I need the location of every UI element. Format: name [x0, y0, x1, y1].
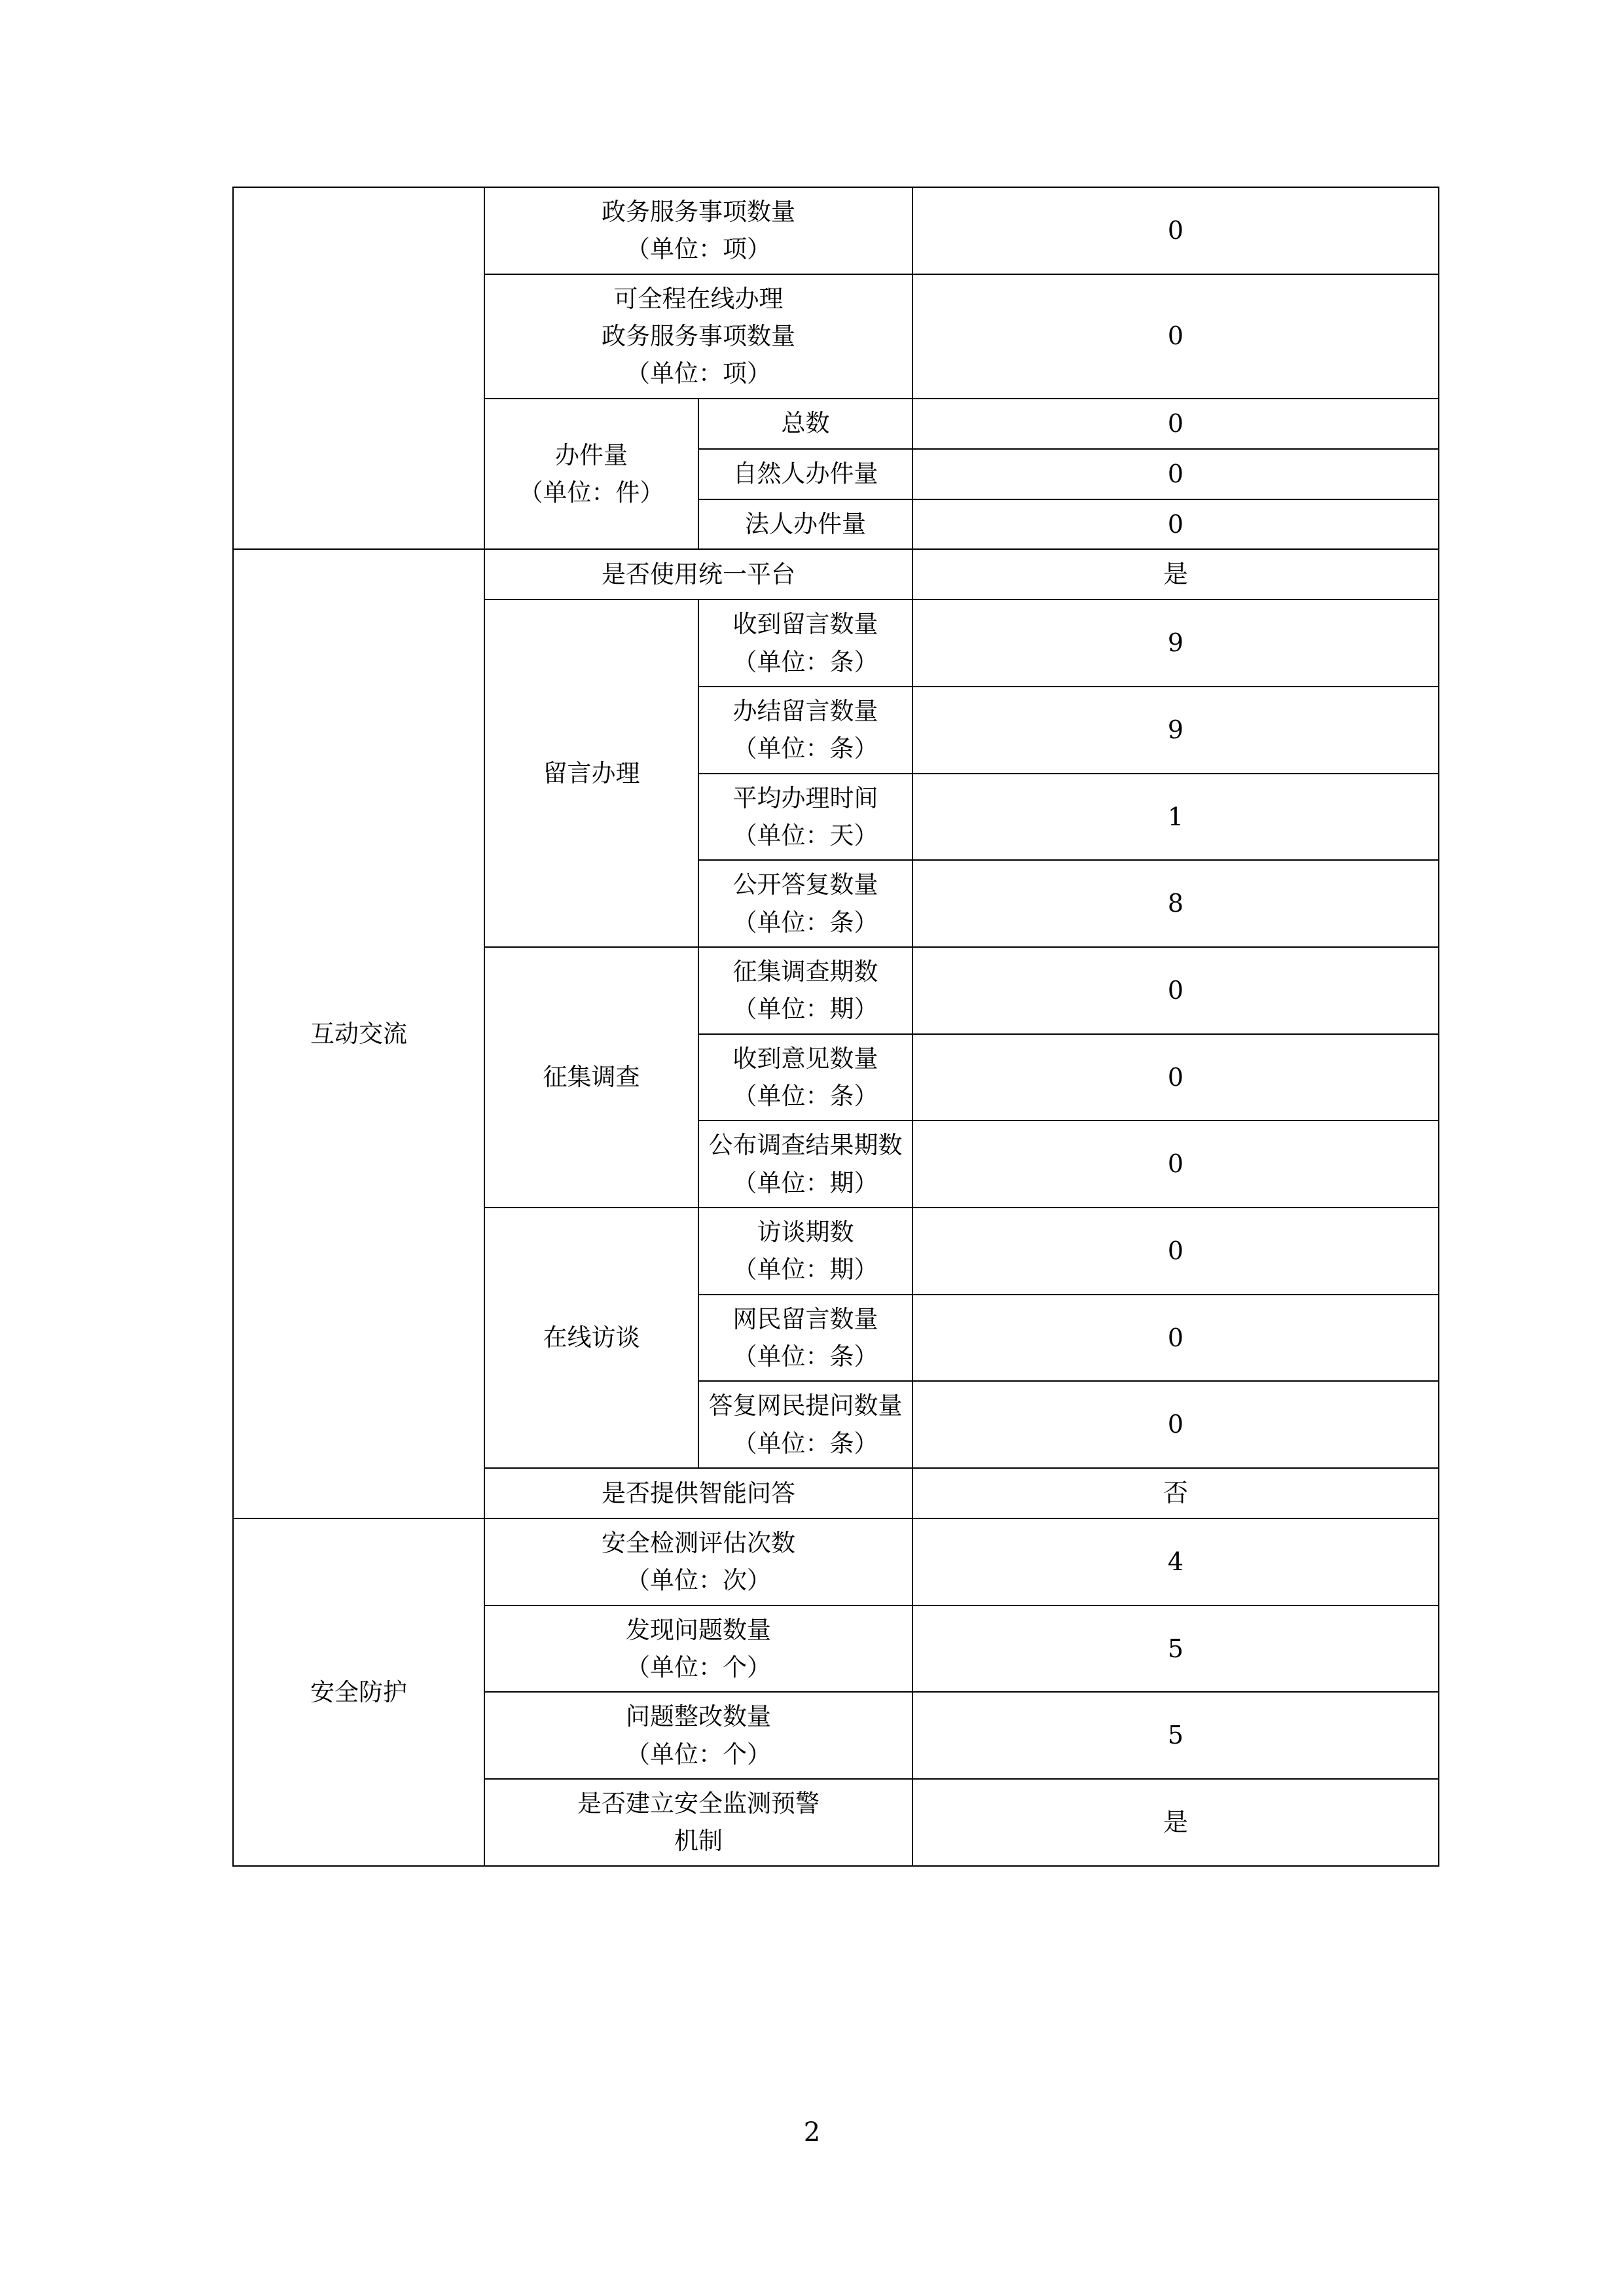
sub-label-natural-person: 自然人办件量	[698, 449, 912, 499]
sub-label-opinions-received: 收到意见数量 （单位：条）	[698, 1034, 912, 1121]
category-cell-government-service	[233, 187, 484, 549]
annual-report-table-wrapper	[232, 187, 1411, 1867]
category-cell-interaction: 互动交流	[233, 549, 484, 1518]
sub-label-results-published: 公布调查结果期数 （单位：期）	[698, 1121, 912, 1208]
sub-label-average-time: 平均办理时间 （单位：天）	[698, 774, 912, 861]
item-message-handling: 留言办理	[484, 600, 698, 947]
item-handled-volume: 办件量 （单位：件）	[484, 399, 698, 550]
sub-label-public-replies: 公开答复数量 （单位：条）	[698, 860, 912, 947]
sub-label-survey-periods: 征集调查期数 （单位：期）	[698, 947, 912, 1034]
value-opinions-received: 0	[912, 1034, 1439, 1121]
value-messages-received: 9	[912, 600, 1439, 687]
page-number: 2	[803, 2117, 821, 2147]
item-survey: 征集调查	[484, 947, 698, 1208]
table-row	[233, 1518, 1439, 1605]
item-problems-fixed: 问题整改数量 （单位：个）	[484, 1692, 912, 1779]
sub-label-messages-received: 收到留言数量 （单位：条）	[698, 600, 912, 687]
sub-label-messages-completed: 办结留言数量 （单位：条）	[698, 687, 912, 774]
sub-label-interview-periods: 访谈期数 （单位：期）	[698, 1208, 912, 1295]
value-handled-total: 0	[912, 399, 1439, 449]
sub-label-legal-person: 法人办件量	[698, 499, 912, 550]
value-online-affairs-count: 0	[912, 274, 1439, 399]
value-affairs-count: 0	[912, 187, 1439, 274]
table-row	[233, 549, 1439, 600]
value-handled-legal-person: 0	[912, 499, 1439, 550]
item-online-affairs-count: 可全程在线办理 政务服务事项数量 （单位：项）	[484, 274, 912, 399]
category-cell-security: 安全防护	[233, 1518, 484, 1866]
value-results-published: 0	[912, 1121, 1439, 1208]
value-messages-completed: 9	[912, 687, 1439, 774]
item-warning-mechanism: 是否建立安全监测预警 机制	[484, 1779, 912, 1866]
value-handled-natural-person: 0	[912, 449, 1439, 499]
item-online-interview: 在线访谈	[484, 1208, 698, 1468]
value-netizen-answers: 0	[912, 1381, 1439, 1468]
annual-report-table	[232, 187, 1439, 1867]
sub-label-netizen-messages: 网民留言数量 （单位：条）	[698, 1295, 912, 1382]
item-problems-found: 发现问题数量 （单位：个）	[484, 1605, 912, 1693]
sub-label-total: 总数	[698, 399, 912, 449]
value-unified-platform: 是	[912, 549, 1439, 600]
table-row	[233, 187, 1439, 274]
sub-label-netizen-answers: 答复网民提问数量 （单位：条）	[698, 1381, 912, 1468]
value-problems-found: 5	[912, 1605, 1439, 1693]
item-security-assessments: 安全检测评估次数 （单位：次）	[484, 1518, 912, 1605]
value-interview-periods: 0	[912, 1208, 1439, 1295]
value-survey-periods: 0	[912, 947, 1439, 1034]
value-netizen-messages: 0	[912, 1295, 1439, 1382]
value-smart-qa: 否	[912, 1468, 1439, 1518]
value-security-assessments: 4	[912, 1518, 1439, 1605]
value-warning-mechanism: 是	[912, 1779, 1439, 1866]
value-public-replies: 8	[912, 860, 1439, 947]
value-problems-fixed: 5	[912, 1692, 1439, 1779]
item-affairs-count: 政务服务事项数量 （单位：项）	[484, 187, 912, 274]
item-unified-platform: 是否使用统一平台	[484, 549, 912, 600]
value-average-time: 1	[912, 774, 1439, 861]
item-smart-qa: 是否提供智能问答	[484, 1468, 912, 1518]
